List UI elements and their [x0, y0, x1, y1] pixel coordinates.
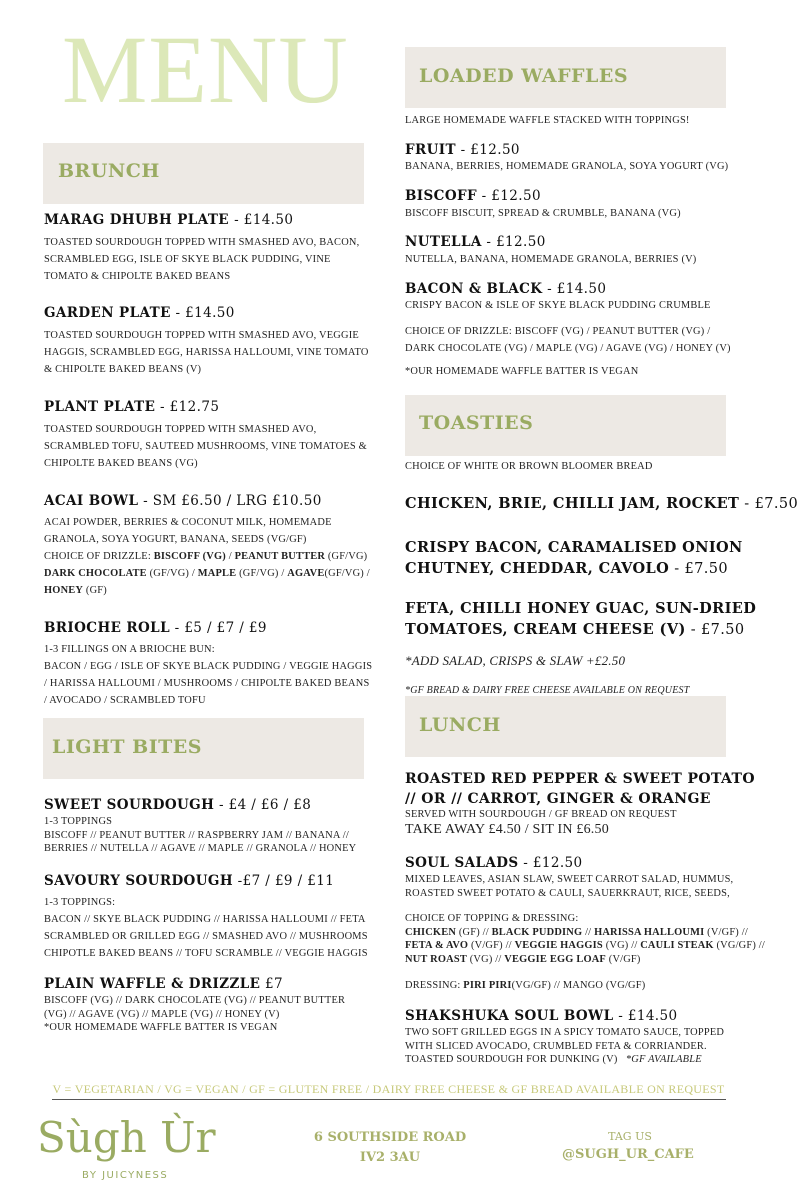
toasties-addon: *ADD SALAD, CRISPS & SLAW +£2.50 [405, 653, 626, 668]
desc-line: BISCOFF (VG) // DARK CHOCOLATE (VG) // PEANUT BUTTER [44, 995, 346, 1006]
topping-text: (VG) // [602, 940, 641, 951]
desc-line: TOASTED SOURDOUGH TOPPED WITH SMASHED AVO, VEGGIE [44, 330, 359, 341]
footer-divider [52, 1099, 726, 1100]
desc-line: 1-3 FILLINGS ON A BRIOCHE BUN: [44, 644, 215, 655]
address-line: IV2 3AU [359, 1150, 421, 1165]
item-description [44, 994, 345, 1035]
item-price: - £14.50 [234, 212, 294, 228]
item-name: BRIOCHE ROLL [44, 620, 170, 636]
topping-text: (V/GF) [605, 953, 641, 965]
desc-line: ACAI POWDER, BERRIES & COCONUT MILK, HOMEMADE [44, 517, 332, 528]
item-price: - £5 / £7 / £9 [169, 620, 267, 636]
topping-text: (VG/GF) // [713, 940, 765, 951]
item-name: NUTELLA [405, 234, 482, 250]
topping-text: (V/GF) // [468, 940, 515, 951]
item-price: - £12.50 [476, 188, 541, 204]
brunch-item-title [44, 305, 235, 321]
light-bites-item-title [44, 797, 311, 813]
item-price: - £14.50 [170, 305, 235, 321]
desc-line: TOASTED SOURDOUGH TOPPED WITH SMASHED AVO, BACON, [44, 237, 360, 248]
item-description [405, 873, 733, 900]
item-name: SOUL SALADS [405, 855, 519, 871]
desc-line: HAGGIS, SCRAMBLED EGG, HARISSA HALLOUMI, VINE TOMATO [44, 347, 369, 358]
desc-line: MIXED LEAVES, ASIAN SLAW, SWEET CARROT SALAD, HUMMUS, [405, 874, 734, 885]
toastie-item-title [405, 537, 743, 580]
light-bites-heading: LIGHT BITES [52, 736, 202, 758]
item-name: FETA, CHILLI HONEY GUAC, SUN-DRIED [405, 600, 757, 617]
address [300, 1128, 480, 1168]
item-price: - £12.50 [455, 142, 520, 158]
item-description [44, 327, 369, 378]
item-price: - £12.75 [155, 399, 220, 415]
drizzle-option: BISCOFF (VG) [153, 551, 226, 562]
item-description [44, 514, 370, 599]
social-handle[interactable]: @SUGH_UR_CAFE [562, 1147, 694, 1162]
desc-line [405, 1053, 724, 1067]
toasties-heading: TOASTIES [419, 412, 534, 434]
item-price: - £7.50 [669, 561, 729, 577]
drizzle-text: / [225, 551, 235, 562]
item-name: // OR // CARROT, GINGER & ORANGE [405, 791, 711, 807]
desc-line [405, 939, 765, 953]
brunch-heading: BRUNCH [58, 160, 160, 182]
topping-text: (V/GF) // [704, 926, 748, 938]
address-line: 6 SOUTHSIDE ROAD [313, 1130, 467, 1145]
topping-option: FETA & AVO [405, 940, 469, 951]
desc-line: SCRAMBLED TOFU, SAUTEED MUSHROOMS, VINE TOMATOES & [44, 441, 367, 452]
desc-line: BERRIES // NUTELLA // AGAVE // MAPLE // GRANOLA // HONEY [44, 843, 357, 854]
item-description: BANANA, BERRIES, HOMEMADE GRANOLA, SOYA YOGURT (VG) [405, 161, 729, 172]
waffles-drizzle-options [405, 323, 731, 357]
drizzle-option: DARK CHOCOLATE [44, 568, 147, 579]
brunch-item-title [44, 620, 267, 636]
desc-line [44, 582, 370, 599]
soup-title [405, 769, 755, 809]
item-description [405, 1026, 724, 1067]
loaded-waffles-heading: LOADED WAFFLES [419, 65, 629, 87]
brunch-item-title [44, 212, 293, 228]
item-description: CRISPY BACON & ISLE OF SKYE BLACK PUDDING CRUMBLE [405, 300, 711, 311]
desc-line: SCRAMBLED EGG, ISLE OF SKYE BLACK PUDDING, VINE [44, 254, 331, 265]
drizzle-option: PEANUT BUTTER [234, 551, 326, 562]
desc-line: DARK CHOCOLATE (VG) / MAPLE (VG) / AGAVE (VG) / HONEY (V) [405, 343, 731, 354]
desc-line: TOMATO & CHIPOLTE BAKED BEANS [44, 271, 231, 282]
brunch-item-title [44, 493, 322, 509]
drizzle-option: AGAVE [287, 568, 325, 579]
desc-line: ROASTED SWEET POTATO & CAULI, SAUERKRAUT, RICE, SEEDS, [405, 887, 730, 899]
item-price: £7 [260, 976, 283, 992]
brand-subtitle: BY JUICYNESS [82, 1170, 169, 1181]
desc-line: 1-3 TOPPINGS: [44, 897, 116, 908]
topping-option: VEGGIE HAGGIS [514, 940, 603, 951]
desc-line: / AVOCADO / SCRAMBLED TOFU [44, 695, 206, 706]
desc-line: CHIPOLTE BAKED BEANS (VG) [44, 458, 198, 469]
item-price: - £4 / £6 / £8 [214, 797, 312, 813]
item-name: MARAG DHUBH PLATE [44, 212, 235, 228]
light-bites-item-title [44, 873, 334, 889]
drizzle-option: MAPLE [197, 568, 237, 579]
item-description [44, 894, 368, 962]
item-price: - £14.50 [613, 1008, 678, 1024]
dressing-text: DRESSING: [405, 980, 464, 991]
item-name: BACON & BLACK [405, 281, 543, 297]
light-bites-item-title [44, 976, 283, 992]
drizzle-option: HONEY [44, 585, 84, 596]
desc-line [405, 926, 765, 940]
drizzle-text: (GF/VG) / [324, 568, 370, 579]
dressing-text: (VG/GF) // MANGO (VG/GF) [511, 980, 646, 991]
toasties-intro: CHOICE OF WHITE OR BROWN BLOOMER BREAD [405, 461, 653, 472]
lunch-item-title [405, 1008, 677, 1024]
desc-line [44, 565, 370, 582]
desc-text: TOASTED SOURDOUGH FOR DUNKING (V) [405, 1054, 626, 1065]
topping-option: CAULI STEAK [640, 940, 714, 951]
desc-line: CHOICE OF DRIZZLE: BISCOFF (VG) / PEANUT BUTTER (VG) / [405, 326, 711, 337]
item-description: NUTELLA, BANANA, HOMEMADE GRANOLA, BERRIES (V) [405, 254, 697, 265]
lunch-item-title [405, 855, 583, 871]
item-name: SAVOURY SOURDOUGH [44, 873, 233, 889]
item-name: PLANT PLATE [44, 399, 156, 415]
waffles-vegan-note: *OUR HOMEMADE WAFFLE BATTER IS VEGAN [405, 366, 639, 377]
waffle-item-title [405, 188, 541, 204]
item-name: GARDEN PLATE [44, 305, 171, 321]
item-name: CHUTNEY, CHEDDAR, CAVOLO [405, 560, 670, 577]
item-name: ACAI BOWL [44, 493, 139, 509]
topping-option: CHICKEN [405, 926, 457, 938]
waffles-intro: LARGE HOMEMADE WAFFLE STACKED WITH TOPPINGS! [405, 115, 690, 126]
desc-line: WITH SLICED AVOCADO, CRUMBLED FETA & CORRIANDER. [405, 1040, 707, 1052]
item-price: -£7 / £9 / £11 [232, 873, 335, 889]
item-name: CRISPY BACON, CARAMALISED ONION [405, 539, 743, 556]
topping-option: VEGGIE EGG LOAF [504, 953, 606, 965]
item-name: ROASTED RED PEPPER & SWEET POTATO [405, 771, 755, 787]
dietary-legend: V = VEGETARIAN / VG = VEGAN / GF = GLUTEN FREE / DAIRY FREE CHEESE & GF BREAD AVAILABLE ON REQUEST [52, 1082, 725, 1096]
tag-us-label: TAG US [608, 1130, 652, 1143]
desc-line: BACON // SKYE BLACK PUDDING // HARISSA HALLOUMI // FETA [44, 914, 366, 925]
dressing-option: PIRI PIRI [463, 980, 512, 991]
desc-line [44, 548, 370, 565]
item-name: SHAKSHUKA SOUL BOWL [405, 1008, 614, 1024]
waffle-item-title [405, 234, 546, 250]
topping-text: // [582, 926, 595, 938]
gf-note: *GF AVAILABLE [625, 1054, 702, 1065]
item-description [44, 815, 356, 856]
toastie-item-title [405, 495, 798, 512]
item-name: BISCOFF [405, 188, 477, 204]
desc-line: GRANOLA, SOYA YOGURT, BANANA, SEEDS (VG/GF) [44, 534, 307, 545]
topping-option: HARISSA HALLOUMI [594, 926, 705, 938]
drizzle-text: CHOICE OF DRIZZLE: [44, 551, 154, 562]
desc-line: BACON / EGG / ISLE OF SKYE BLACK PUDDING / VEGGIE HAGGIS [44, 661, 373, 672]
item-name: TOMATOES, CREAM CHEESE (V) [405, 621, 686, 638]
desc-line: CHOICE OF TOPPING & DRESSING: [405, 913, 579, 924]
item-price: - £7.50 [739, 496, 798, 512]
desc-line: 1-3 TOPPINGS [44, 816, 113, 827]
item-price: - £14.50 [542, 281, 607, 297]
topping-text: (VG) // [466, 953, 505, 965]
salad-toppings [405, 912, 765, 966]
drizzle-text: (GF/VG) / [236, 568, 288, 579]
menu-title: MENU [62, 16, 349, 123]
item-name: SWEET SOURDOUGH [44, 797, 215, 813]
item-description: BISCOFF BISCUIT, SPREAD & CRUMBLE, BANANA (VG) [405, 208, 681, 219]
topping-option: NUT ROAST [405, 953, 467, 965]
toasties-gf-note: *GF BREAD & DAIRY FREE CHEESE AVAILABLE ON REQUEST [405, 685, 690, 696]
waffle-item-title [405, 142, 520, 158]
desc-line: TWO SOFT GRILLED EGGS IN A SPICY TOMATO SAUCE, TOPPED [405, 1027, 725, 1038]
topping-text: (GF) // [456, 926, 492, 938]
item-name: FRUIT [405, 142, 456, 158]
brand-logo: Sùgh Ùr [37, 1113, 216, 1162]
drizzle-text: (GF/VG) / [146, 568, 198, 579]
item-description [44, 641, 372, 709]
drizzle-text: (GF) [83, 585, 107, 596]
lunch-heading: LUNCH [419, 714, 501, 736]
topping-option: BLACK PUDDING [491, 926, 583, 938]
item-name: CHICKEN, BRIE, CHILLI JAM, ROCKET [405, 495, 740, 512]
item-price: - £12.50 [481, 234, 546, 250]
desc-line: CHIPOTLE BAKED BEANS // TOFU SCRAMBLE // VEGGIE HAGGIS [44, 948, 368, 959]
item-price: - SM £6.50 / LRG £10.50 [138, 493, 322, 509]
desc-line: / HARISSA HALLOUMI / MUSHROOMS / CHIPOLTE BAKED BEANS [44, 678, 370, 689]
drizzle-text: (GF/VG) [325, 551, 368, 562]
soup-description: SERVED WITH SOURDOUGH / GF BREAD ON REQUEST [405, 809, 677, 820]
item-description [44, 234, 359, 285]
waffle-item-title [405, 281, 606, 297]
desc-line [405, 953, 765, 967]
item-price: - £7.50 [685, 622, 745, 638]
item-description [44, 421, 367, 472]
desc-line: BISCOFF // PEANUT BUTTER // RASPBERRY JAM // BANANA // [44, 829, 349, 841]
desc-line: TOASTED SOURDOUGH TOPPED WITH SMASHED AVO, [44, 424, 317, 435]
desc-line: & CHIPOLTE BAKED BEANS (V) [44, 364, 202, 375]
desc-line: (VG) // AGAVE (VG) // MAPLE (VG) // HONEY (V) [44, 1008, 280, 1020]
item-name: PLAIN WAFFLE & DRIZZLE [44, 976, 261, 992]
desc-line: SCRAMBLED OR GRILLED EGG // SMASHED AVO // MUSHROOMS [44, 931, 368, 942]
brunch-item-title [44, 399, 219, 415]
desc-line: *OUR HOMEMADE WAFFLE BATTER IS VEGAN [44, 1022, 278, 1033]
soup-price: TAKE AWAY £4.50 / SIT IN £6.50 [405, 822, 609, 837]
toastie-item-title [405, 598, 756, 641]
salad-dressing [405, 977, 645, 994]
item-price: - £12.50 [518, 855, 583, 871]
